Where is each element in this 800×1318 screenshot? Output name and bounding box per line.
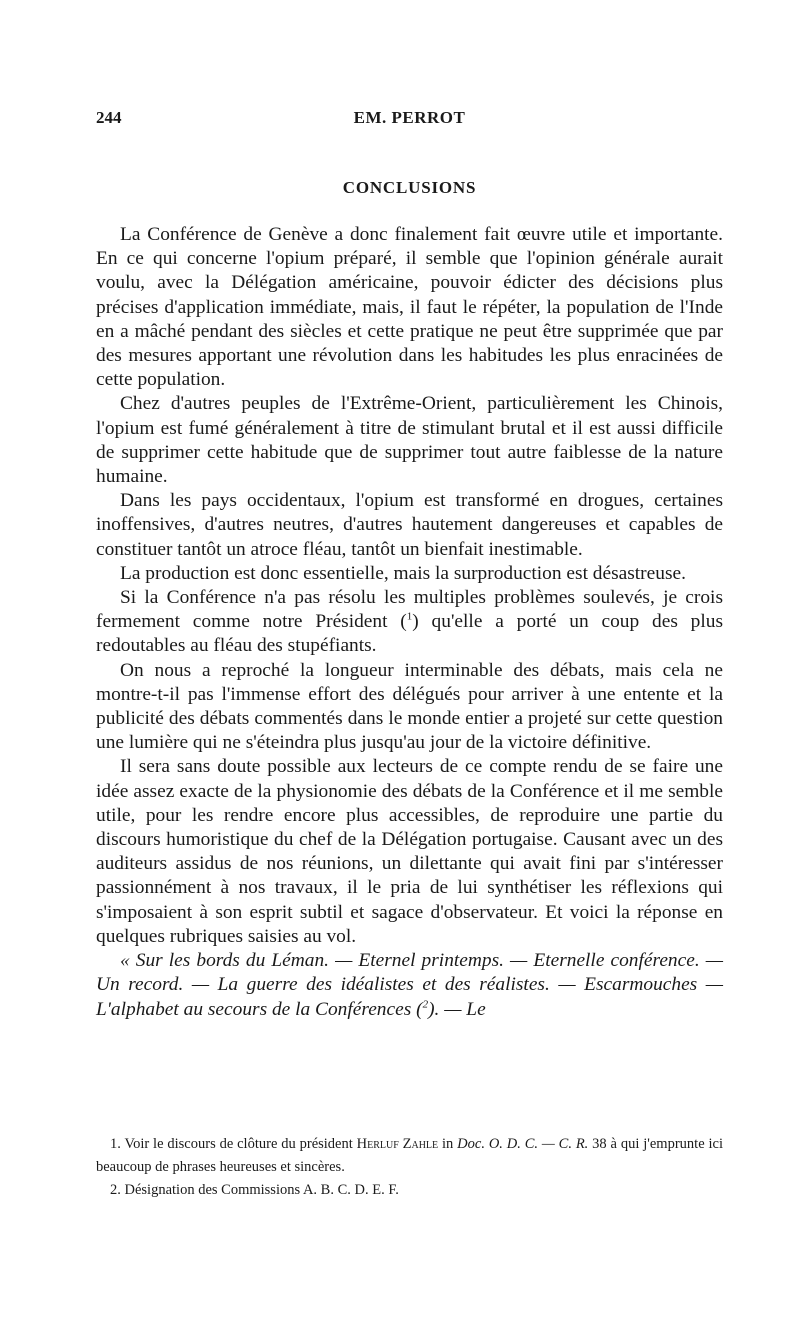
paragraph-text: ) qu'elle a porté un coup des plus redoutables au fléau des stupéfiants. [96, 611, 723, 657]
paragraph: Dans les pays occidentaux, l'opium est transformé en drogues, certaines inoffensives, d'autres neutres, d'autres hautement dangereuses et capables de constituer tantôt un atroce fléau, tantôt un bienfait inestimable. [96, 490, 723, 560]
footnote-reference: 1 [406, 610, 413, 623]
paragraph-text: ). — Le [428, 998, 486, 1020]
footnote: 2. Désignation des Commissions A. B. C. D. E. F. [110, 1182, 399, 1198]
page-number: 244 [96, 108, 122, 127]
footnote-text: in [438, 1136, 458, 1152]
paragraph: Il sera sans doute possible aux lecteurs de ce compte rendu de se faire une idée assez exacte de la physionomie des débats de la Conférence et il me semble utile, pour les rendre encore plus accessibles, de reproduire une partie du discours humoristique du chef de la Délégation portugaise. Causant avec un des auditeurs assidus de nos réunions, un dilettante qui avait fini par s'intéresser passionnément à nos travaux, il le pria de lui synthétiser les réflexions qui s'imposaient à son esprit subtil et sagace d'observateur. Et voici la réponse en quelques rubriques saisies au vol. [96, 756, 723, 947]
quote-paragraph [96, 949, 723, 1022]
footnote [96, 1133, 723, 1179]
footnote-text: 38 à qui j'emprunte ici beaucoup de phrases heureuses et sincères. [96, 1136, 723, 1175]
running-head: EM. PERROT [353, 108, 466, 127]
paragraph-text: Si la Conférence n'a pas résolu les multiples problèmes soulevés, je crois fermement comme notre Président ( [96, 587, 723, 633]
page-header [96, 108, 723, 130]
paragraph: La production est donc essentielle, mais la surproduction est désastreuse. [120, 562, 686, 584]
body-text [96, 223, 723, 1022]
paragraph: On nous a reproché la longueur interminable des débats, mais cela ne montre-t-il pas l'immense effort des délégués pour arriver à une entente et la publicité des débats commentés dans le monde entier a projeté sur cette question une lumière qui ne s'éteindra plus jusqu'au jour de la victoire définitive. [96, 659, 723, 754]
paragraph-text: « Sur les bords du Léman. — Eternel printemps. — Eternelle conférence. — Un record. — La guerre des idéalistes et des réalistes. — Escarmouches — L'alphabet au secours de la Conférences ( [96, 950, 723, 1020]
footnote-document-ref: Doc. O. D. C. — C. R. [457, 1136, 589, 1152]
paragraph: Chez d'autres peuples de l'Extrême-Orient, particulièrement les Chinois, l'opium est fumé généralement à titre de stimulant brutal et il est aussi difficile de supprimer cette habitude que de supprimer tout autre faiblesse de la nature humaine. [96, 393, 723, 488]
footnote-person-name: Herluf Zahle [356, 1136, 439, 1152]
footnote-text: 1. Voir le discours de clôture du président [110, 1136, 357, 1152]
footnotes [96, 1133, 723, 1202]
footnote-reference: 2 [422, 998, 429, 1011]
paragraph [96, 586, 723, 659]
paragraph: La Conférence de Genève a donc finalement fait œuvre utile et importante. En ce qui concerne l'opium préparé, il semble que l'opinion générale aurait voulu, avec la Délégation américaine, pouvoir édicter des décisions plus précises d'application immédiate, mais, il faut le répéter, la population de l'Inde en a mâché pendant des siècles et cette pratique ne peut être supprimée que par des mesures apportant une révolution dans les habitudes les plus enracinées de cette population. [96, 224, 723, 391]
section-title: CONCLUSIONS [342, 178, 477, 197]
